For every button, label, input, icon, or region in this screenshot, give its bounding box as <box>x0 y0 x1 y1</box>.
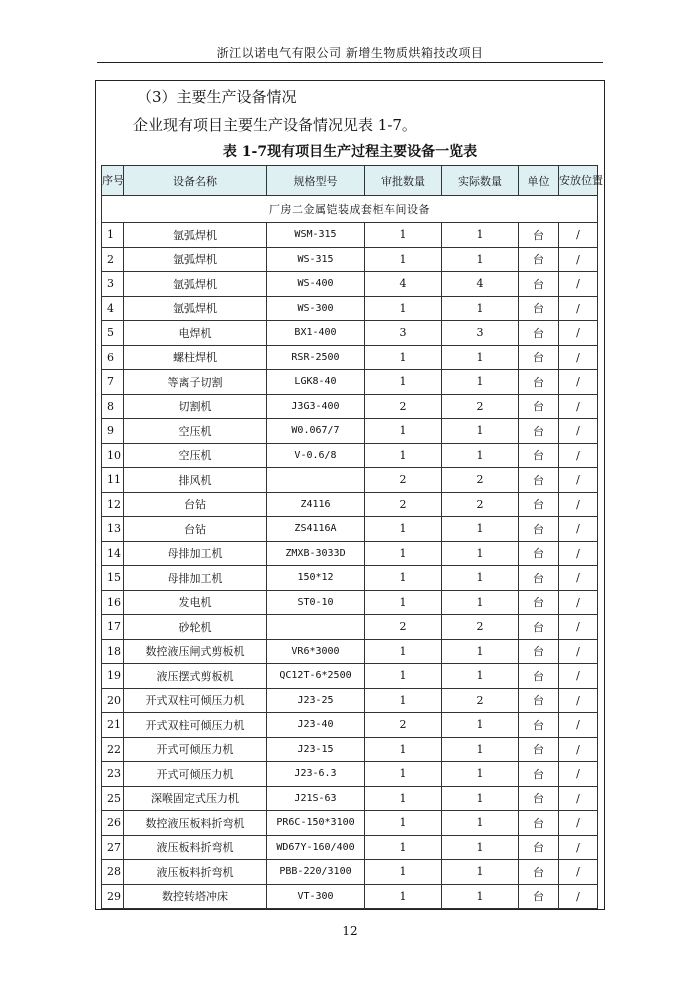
cell-location: / <box>559 517 598 542</box>
cell-index: 12 <box>102 492 124 517</box>
cell-location: / <box>559 590 598 615</box>
cell-actual: 1 <box>442 664 519 689</box>
cell-approved: 2 <box>365 713 442 738</box>
cell-name: 等离子切割 <box>124 370 267 395</box>
cell-actual: 1 <box>442 811 519 836</box>
cell-index: 29 <box>102 884 124 909</box>
column-header-model: 规格型号 <box>267 166 365 196</box>
cell-approved: 1 <box>365 370 442 395</box>
cell-unit: 台 <box>519 394 559 419</box>
table-row <box>102 860 598 885</box>
cell-model: RSR-2500 <box>267 345 365 370</box>
cell-model: V-0.6/8 <box>267 443 365 468</box>
table-row <box>102 492 598 517</box>
cell-unit: 台 <box>519 835 559 860</box>
column-header-location: 安放位置 <box>559 166 598 196</box>
table-row <box>102 223 598 248</box>
cell-index: 27 <box>102 835 124 860</box>
cell-model: VT-300 <box>267 884 365 909</box>
cell-index: 21 <box>102 713 124 738</box>
cell-location: / <box>559 370 598 395</box>
column-header-name: 设备名称 <box>124 166 267 196</box>
cell-index: 25 <box>102 786 124 811</box>
cell-unit: 台 <box>519 713 559 738</box>
cell-location: / <box>559 884 598 909</box>
cell-unit: 台 <box>519 737 559 762</box>
cell-unit: 台 <box>519 541 559 566</box>
cell-location: / <box>559 247 598 272</box>
cell-unit: 台 <box>519 272 559 297</box>
cell-location: / <box>559 664 598 689</box>
table-row <box>102 370 598 395</box>
cell-actual: 1 <box>442 247 519 272</box>
table-title: 表 1-7现有项目生产过程主要设备一览表 <box>222 144 478 160</box>
cell-index: 7 <box>102 370 124 395</box>
cell-actual: 1 <box>442 443 519 468</box>
cell-unit: 台 <box>519 247 559 272</box>
cell-location: / <box>559 566 598 591</box>
cell-approved: 2 <box>365 468 442 493</box>
cell-name: 电焊机 <box>124 321 267 346</box>
cell-approved: 1 <box>365 541 442 566</box>
cell-index: 19 <box>102 664 124 689</box>
cell-model: WS-315 <box>267 247 365 272</box>
cell-model: Z4116 <box>267 492 365 517</box>
cell-index: 18 <box>102 639 124 664</box>
column-header-actual: 实际数量 <box>442 166 519 196</box>
cell-unit: 台 <box>519 468 559 493</box>
page-header: 浙江以诺电气有限公司 新增生物质烘箱技改项目 <box>216 46 484 60</box>
column-header-approved: 审批数量 <box>365 166 442 196</box>
cell-name: 数控液压板料折弯机 <box>124 811 267 836</box>
group-row <box>102 196 598 223</box>
header-rule <box>97 62 603 63</box>
cell-index: 5 <box>102 321 124 346</box>
cell-model: VR6*3000 <box>267 639 365 664</box>
cell-unit: 台 <box>519 443 559 468</box>
cell-approved: 1 <box>365 664 442 689</box>
cell-actual: 3 <box>442 321 519 346</box>
table-row <box>102 615 598 640</box>
cell-model: J3G3-400 <box>267 394 365 419</box>
equipment-table <box>101 165 603 909</box>
cell-model: 150*12 <box>267 566 365 591</box>
cell-location: / <box>559 762 598 787</box>
cell-location: / <box>559 443 598 468</box>
cell-unit: 台 <box>519 615 559 640</box>
cell-location: / <box>559 468 598 493</box>
page-number: 12 <box>342 924 358 938</box>
cell-actual: 1 <box>442 541 519 566</box>
cell-unit: 台 <box>519 762 559 787</box>
cell-actual: 1 <box>442 639 519 664</box>
cell-location: / <box>559 492 598 517</box>
cell-approved: 1 <box>365 884 442 909</box>
cell-approved: 1 <box>365 296 442 321</box>
cell-actual: 1 <box>442 590 519 615</box>
cell-name: 数控转塔冲床 <box>124 884 267 909</box>
cell-index: 15 <box>102 566 124 591</box>
cell-index: 6 <box>102 345 124 370</box>
cell-model: WS-300 <box>267 296 365 321</box>
cell-model: BX1-400 <box>267 321 365 346</box>
cell-model: WSM-315 <box>267 223 365 248</box>
cell-index: 28 <box>102 860 124 885</box>
cell-unit: 台 <box>519 811 559 836</box>
cell-location: / <box>559 639 598 664</box>
table-row <box>102 394 598 419</box>
cell-model: ZMXB-3033D <box>267 541 365 566</box>
cell-approved: 1 <box>365 419 442 444</box>
cell-name: 液压板料折弯机 <box>124 860 267 885</box>
cell-approved: 1 <box>365 737 442 762</box>
cell-actual: 4 <box>442 272 519 297</box>
table-row <box>102 786 598 811</box>
cell-model: PBB-220/3100 <box>267 860 365 885</box>
table-row <box>102 468 598 493</box>
cell-location: / <box>559 321 598 346</box>
cell-actual: 1 <box>442 517 519 542</box>
cell-name: 开式可倾压力机 <box>124 762 267 787</box>
cell-index: 17 <box>102 615 124 640</box>
table-row <box>102 713 598 738</box>
table-row <box>102 664 598 689</box>
cell-name: 数控液压闸式剪板机 <box>124 639 267 664</box>
cell-location: / <box>559 713 598 738</box>
cell-index: 23 <box>102 762 124 787</box>
cell-approved: 1 <box>365 517 442 542</box>
cell-actual: 1 <box>442 566 519 591</box>
cell-location: / <box>559 688 598 713</box>
cell-actual: 1 <box>442 713 519 738</box>
cell-model <box>267 468 365 493</box>
cell-model: J21S-63 <box>267 786 365 811</box>
cell-index: 1 <box>102 223 124 248</box>
cell-unit: 台 <box>519 517 559 542</box>
table-row <box>102 517 598 542</box>
cell-index: 2 <box>102 247 124 272</box>
cell-approved: 1 <box>365 345 442 370</box>
table-row <box>102 345 598 370</box>
cell-unit: 台 <box>519 590 559 615</box>
cell-name: 氩弧焊机 <box>124 223 267 248</box>
cell-approved: 1 <box>365 223 442 248</box>
cell-name: 切割机 <box>124 394 267 419</box>
cell-unit: 台 <box>519 688 559 713</box>
table-row <box>102 443 598 468</box>
cell-location: / <box>559 419 598 444</box>
cell-model: J23-6.3 <box>267 762 365 787</box>
cell-name: 台钻 <box>124 492 267 517</box>
cell-actual: 1 <box>442 860 519 885</box>
table-row <box>102 566 598 591</box>
table-row <box>102 590 598 615</box>
cell-location: / <box>559 615 598 640</box>
table-row <box>102 688 598 713</box>
cell-approved: 1 <box>365 688 442 713</box>
table-row <box>102 639 598 664</box>
table-row <box>102 419 598 444</box>
cell-location: / <box>559 835 598 860</box>
cell-model: J23-40 <box>267 713 365 738</box>
table-row <box>102 272 598 297</box>
cell-index: 3 <box>102 272 124 297</box>
cell-location: / <box>559 811 598 836</box>
cell-approved: 1 <box>365 786 442 811</box>
cell-index: 13 <box>102 517 124 542</box>
cell-approved: 1 <box>365 247 442 272</box>
cell-location: / <box>559 541 598 566</box>
cell-name: 氩弧焊机 <box>124 272 267 297</box>
table-row <box>102 247 598 272</box>
cell-name: 砂轮机 <box>124 615 267 640</box>
cell-location: / <box>559 223 598 248</box>
cell-location: / <box>559 737 598 762</box>
cell-index: 16 <box>102 590 124 615</box>
cell-unit: 台 <box>519 492 559 517</box>
cell-index: 22 <box>102 737 124 762</box>
cell-index: 26 <box>102 811 124 836</box>
group-label: 厂房二金属铠装成套柜车间设备 <box>102 196 598 223</box>
cell-approved: 2 <box>365 615 442 640</box>
intro-paragraph: 企业现有项目主要生产设备情况见表 1-7。 <box>133 116 417 134</box>
cell-approved: 1 <box>365 811 442 836</box>
column-header-index: 序号 <box>102 166 124 196</box>
cell-index: 10 <box>102 443 124 468</box>
cell-name: 液压板料折弯机 <box>124 835 267 860</box>
cell-name: 台钻 <box>124 517 267 542</box>
cell-actual: 2 <box>442 468 519 493</box>
cell-approved: 1 <box>365 590 442 615</box>
cell-actual: 1 <box>442 737 519 762</box>
cell-location: / <box>559 394 598 419</box>
table-row <box>102 811 598 836</box>
cell-approved: 3 <box>365 321 442 346</box>
cell-name: 开式双柱可倾压力机 <box>124 713 267 738</box>
cell-name: 深喉固定式压力机 <box>124 786 267 811</box>
cell-index: 14 <box>102 541 124 566</box>
cell-unit: 台 <box>519 345 559 370</box>
cell-approved: 1 <box>365 639 442 664</box>
cell-index: 20 <box>102 688 124 713</box>
cell-name: 氩弧焊机 <box>124 247 267 272</box>
cell-name: 母排加工机 <box>124 566 267 591</box>
cell-approved: 1 <box>365 860 442 885</box>
cell-model: PR6C-150*3100 <box>267 811 365 836</box>
table-row <box>102 296 598 321</box>
table-row <box>102 884 598 909</box>
cell-model: J23-15 <box>267 737 365 762</box>
cell-name: 发电机 <box>124 590 267 615</box>
cell-actual: 1 <box>442 884 519 909</box>
cell-unit: 台 <box>519 860 559 885</box>
cell-name: 开式可倾压力机 <box>124 737 267 762</box>
cell-unit: 台 <box>519 664 559 689</box>
cell-approved: 4 <box>365 272 442 297</box>
cell-name: 螺柱焊机 <box>124 345 267 370</box>
cell-name: 开式双柱可倾压力机 <box>124 688 267 713</box>
table-row <box>102 835 598 860</box>
cell-unit: 台 <box>519 223 559 248</box>
cell-unit: 台 <box>519 321 559 346</box>
cell-name: 空压机 <box>124 443 267 468</box>
cell-name: 液压摆式剪板机 <box>124 664 267 689</box>
cell-name: 空压机 <box>124 419 267 444</box>
table-row <box>102 762 598 787</box>
cell-location: / <box>559 786 598 811</box>
cell-location: / <box>559 345 598 370</box>
table-row <box>102 737 598 762</box>
table-header-row <box>102 166 598 196</box>
cell-actual: 1 <box>442 345 519 370</box>
cell-unit: 台 <box>519 884 559 909</box>
cell-actual: 1 <box>442 762 519 787</box>
cell-approved: 2 <box>365 394 442 419</box>
cell-unit: 台 <box>519 786 559 811</box>
cell-actual: 1 <box>442 835 519 860</box>
cell-approved: 1 <box>365 762 442 787</box>
cell-name: 母排加工机 <box>124 541 267 566</box>
cell-index: 8 <box>102 394 124 419</box>
cell-actual: 1 <box>442 370 519 395</box>
cell-actual: 2 <box>442 615 519 640</box>
cell-approved: 1 <box>365 566 442 591</box>
cell-index: 9 <box>102 419 124 444</box>
cell-unit: 台 <box>519 296 559 321</box>
section-heading: （3）主要生产设备情况 <box>137 88 297 106</box>
cell-unit: 台 <box>519 370 559 395</box>
cell-approved: 1 <box>365 443 442 468</box>
cell-unit: 台 <box>519 566 559 591</box>
table-row <box>102 541 598 566</box>
cell-approved: 1 <box>365 835 442 860</box>
cell-actual: 1 <box>442 419 519 444</box>
cell-model: ZS4116A <box>267 517 365 542</box>
cell-model <box>267 615 365 640</box>
cell-name: 氩弧焊机 <box>124 296 267 321</box>
cell-location: / <box>559 272 598 297</box>
cell-actual: 1 <box>442 786 519 811</box>
cell-actual: 2 <box>442 394 519 419</box>
cell-model: J23-25 <box>267 688 365 713</box>
cell-unit: 台 <box>519 639 559 664</box>
cell-location: / <box>559 296 598 321</box>
table-row <box>102 321 598 346</box>
cell-approved: 2 <box>365 492 442 517</box>
cell-model: W0.067/7 <box>267 419 365 444</box>
cell-model: QC12T-6*2500 <box>267 664 365 689</box>
cell-index: 4 <box>102 296 124 321</box>
cell-actual: 2 <box>442 492 519 517</box>
cell-actual: 2 <box>442 688 519 713</box>
column-header-unit: 单位 <box>519 166 559 196</box>
cell-model: ST0-10 <box>267 590 365 615</box>
cell-location: / <box>559 860 598 885</box>
cell-model: LGK8-40 <box>267 370 365 395</box>
cell-actual: 1 <box>442 296 519 321</box>
cell-unit: 台 <box>519 419 559 444</box>
cell-actual: 1 <box>442 223 519 248</box>
cell-name: 排风机 <box>124 468 267 493</box>
cell-model: WS-400 <box>267 272 365 297</box>
cell-model: WD67Y-160/400 <box>267 835 365 860</box>
cell-index: 11 <box>102 468 124 493</box>
